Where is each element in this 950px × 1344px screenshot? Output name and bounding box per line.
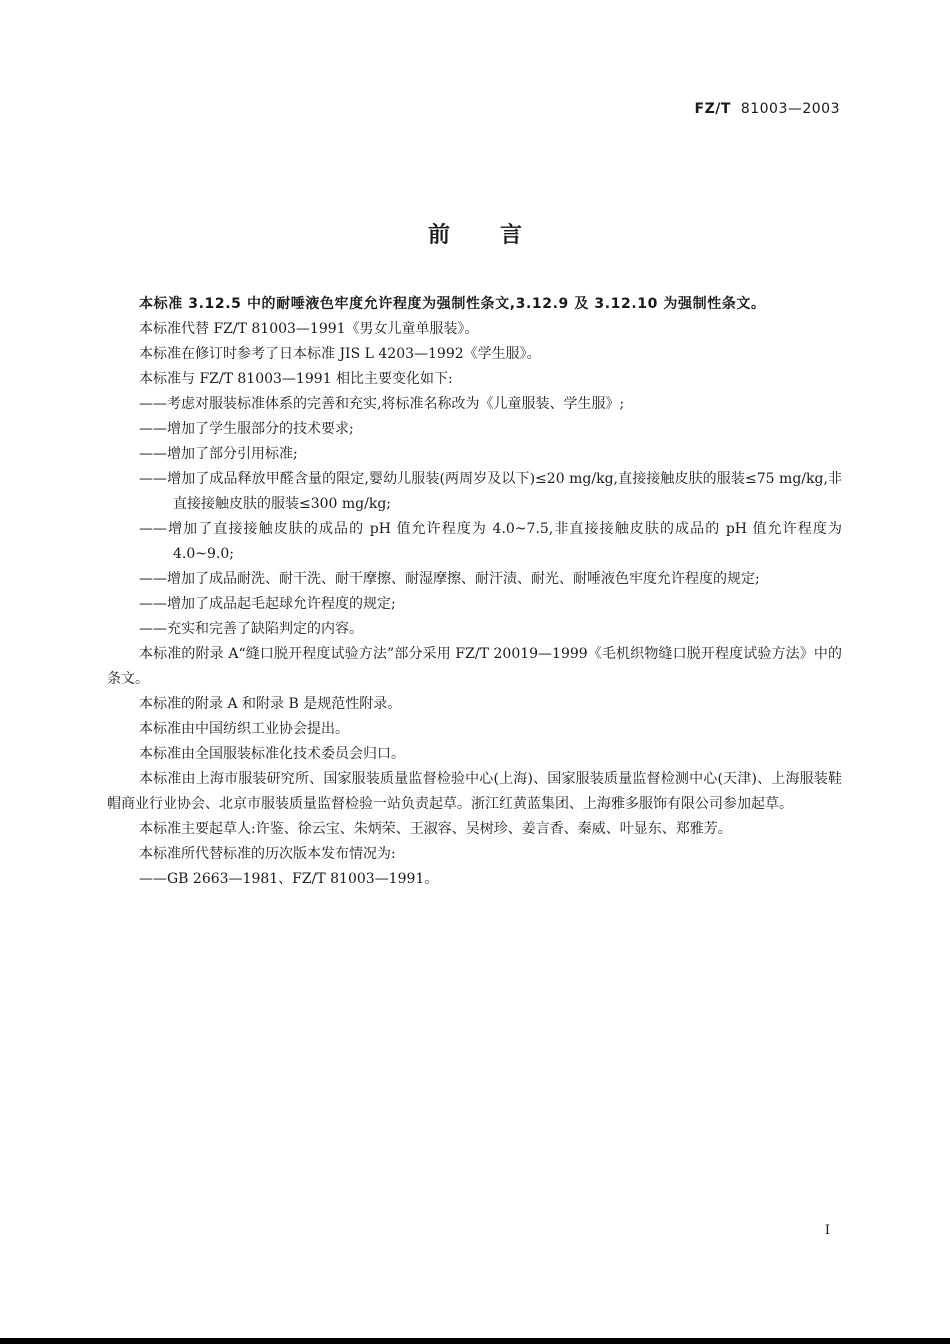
paragraph: 本标准主要起草人:许鉴、徐云宝、朱炳荣、王淑容、吴树珍、姜言香、秦威、叶显东、郑雅芳。 bbox=[139, 821, 732, 837]
paragraph: 本标准与 FZ/T 81003—1991 相比主要变化如下: bbox=[139, 371, 453, 387]
paragraph: 本标准由全国服装标准化技术委员会归口。 bbox=[139, 746, 405, 762]
list-item: ——增加了成品耐洗、耐干洗、耐干摩擦、耐湿摩擦、耐汗渍、耐光、耐唾液色牢度允许程度的规定; bbox=[139, 571, 760, 587]
standard-code-prefix: FZ/T bbox=[694, 101, 731, 117]
list-item: ——增加了成品释放甲醛含量的限定,婴幼儿服装(两周岁及以下)≤20 mg/kg,直接接触皮肤的服装≤75 mg/kg,非直接接触皮肤的服装≤300 mg/kg; bbox=[139, 471, 842, 512]
paragraph: 本标准由上海市服装研究所、国家服装质量监督检验中心(上海)、国家服装质量监督检测中心(天津)、上海服装鞋帽商业行业协会、北京市服装质量监督检验一站负责起草。浙江红黄蓝集团、上海雅多服饰有限公司参加起草。 bbox=[107, 771, 842, 812]
standard-code-number: 81003—2003 bbox=[740, 101, 840, 117]
preface-body bbox=[107, 292, 842, 892]
list-item: ——增加了成品起毛起球允许程度的规定; bbox=[139, 596, 396, 612]
standard-code bbox=[695, 101, 840, 117]
paragraph: 本标准代替 FZ/T 81003—1991《男女儿童单服装》。 bbox=[139, 321, 479, 337]
paragraph: 本标准 3.12.5 中的耐唾液色牢度允许程度为强制性条文,3.12.9 及 3.12.10 为强制性条文。 bbox=[139, 296, 766, 312]
list-item: ——GB 2663—1981、FZ/T 81003—1991。 bbox=[139, 871, 439, 887]
page-title: 前言 bbox=[427, 223, 572, 248]
list-item: ——增加了直接接触皮肤的成品的 pH 值允许程度为 4.0~7.5,非直接接触皮肤的成品的 pH 值允许程度为 4.0~9.0; bbox=[139, 521, 842, 562]
list-item: ——增加了部分引用标准; bbox=[139, 446, 298, 462]
paragraph: 本标准所代替标准的历次版本发布情况为: bbox=[139, 846, 396, 862]
paragraph: 本标准在修订时参考了日本标准 JIS L 4203—1992《学生服》。 bbox=[139, 346, 541, 362]
paragraph: 本标准的附录 A 和附录 B 是规范性附录。 bbox=[139, 696, 402, 712]
list-item: ——增加了学生服部分的技术要求; bbox=[139, 421, 354, 437]
paragraph: 本标准由中国纺织工业协会提出。 bbox=[139, 721, 349, 737]
bottom-border bbox=[0, 1338, 950, 1344]
paragraph: 本标准的附录 A“缝口脱开程度试验方法”部分采用 FZ/T 20019—1999《毛机织物缝口脱开程度试验方法》中的条文。 bbox=[107, 646, 842, 687]
list-item: ——考虑对服装标准体系的完善和充实,将标准名称改为《儿童服装、学生服》; bbox=[139, 396, 625, 412]
page-number: I bbox=[824, 1223, 830, 1238]
list-item: ——充实和完善了缺陷判定的内容。 bbox=[139, 621, 363, 637]
